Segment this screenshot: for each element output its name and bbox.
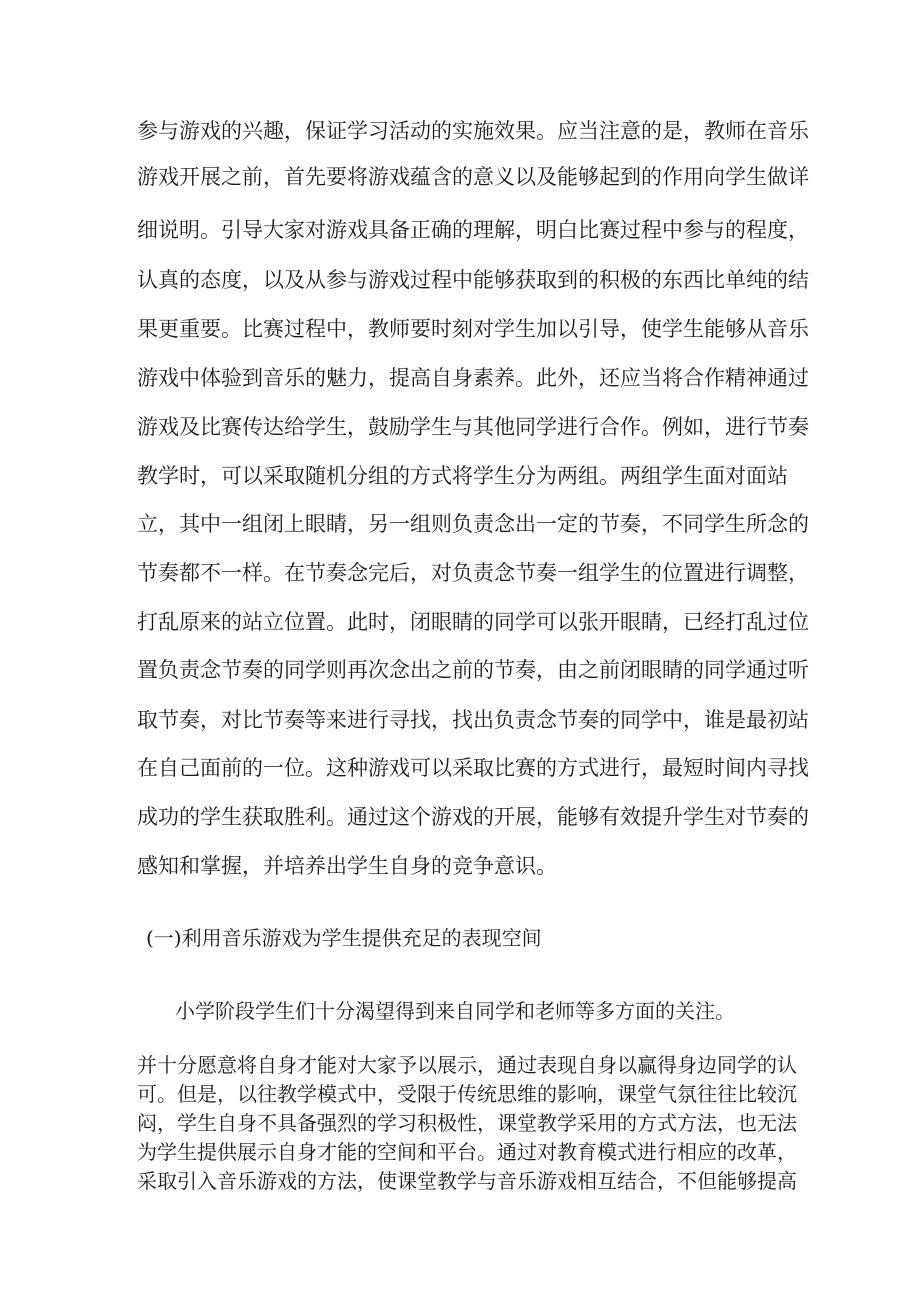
paragraph-line: 并十分愿意将自身才能对大家予以展示，通过表现自身以赢得身边同学的认 [137,1053,797,1077]
paragraph-line: 可。但是，以往教学模式中，受限于传统思维的影响，课堂气氛往往比较沉 [137,1082,797,1106]
paragraph-line: 采取引入音乐游戏的方法，使课堂教学与音乐游戏相互结合，不但能够提高 [137,1169,797,1193]
section-heading: (一)利用音乐游戏为学生提供充足的表现空间 [146,926,542,950]
paragraph-line: 取节奏，对比节奏等来进行寻找，找出负责念节奏的同学中，谁是最初站 [137,708,809,732]
paragraph-line: 游戏开展之前，首先要将游戏蕴含的意义以及能够起到的作用向学生做详 [137,165,809,189]
paragraph-line: 成功的学生获取胜利。通过这个游戏的开展，能够有效提升学生对节奏的 [137,805,809,829]
paragraph-line: 为学生提供展示自身才能的空间和平台。通过对教育模式进行相应的改革， [137,1140,797,1164]
paragraph-line: 置负责念节奏的同学则再次念出之前的节奏，由之前闭眼睛的同学通过听 [137,658,809,682]
paragraph-line: 认真的态度，以及从参与游戏过程中能够获取到的积极的东西比单纯的结 [137,268,809,292]
paragraph-first-line: 小学阶段学生们十分渴望得到来自同学和老师等多方面的关注。 [175,999,735,1023]
paragraph-line: 打乱原来的站立位置。此时，闭眼睛的同学可以张开眼睛，已经打乱过位 [137,610,809,634]
paragraph-line: 立，其中一组闭上眼睛，另一组则负责念出一定的节奏，不同学生所念的 [137,512,809,536]
paragraph-line: 游戏中体验到音乐的魅力，提高自身素养。此外，还应当将合作精神通过 [137,366,809,390]
paragraph-line: 游戏及比赛传达给学生，鼓励学生与其他同学进行合作。例如，进行节奏 [137,415,809,439]
paragraph-line: 细说明。引导大家对游戏具备正确的理解，明白比赛过程中参与的程度， [137,218,809,242]
paragraph-line: 节奏都不一样。在节奏念完后，对负责念节奏一组学生的位置进行调整， [137,561,809,585]
paragraph-line: 参与游戏的兴趣，保证学习活动的实施效果。应当注意的是，教师在音乐 [137,119,809,143]
paragraph-line: 教学时，可以采取随机分组的方式将学生分为两组。两组学生面对面站 [137,464,788,488]
paragraph-line: 果更重要。比赛过程中，教师要时刻对学生加以引导，使学生能够从音乐 [137,317,809,341]
paragraph-line: 感知和掌握，并培养出学生自身的竞争意识。 [137,854,557,878]
paragraph-line: 在自己面前的一位。这种游戏可以采取比赛的方式进行，最短时间内寻找 [137,756,809,780]
paragraph-line: 闷，学生自身不具备强烈的学习积极性，课堂教学采用的方式方法，也无法 [137,1111,797,1135]
